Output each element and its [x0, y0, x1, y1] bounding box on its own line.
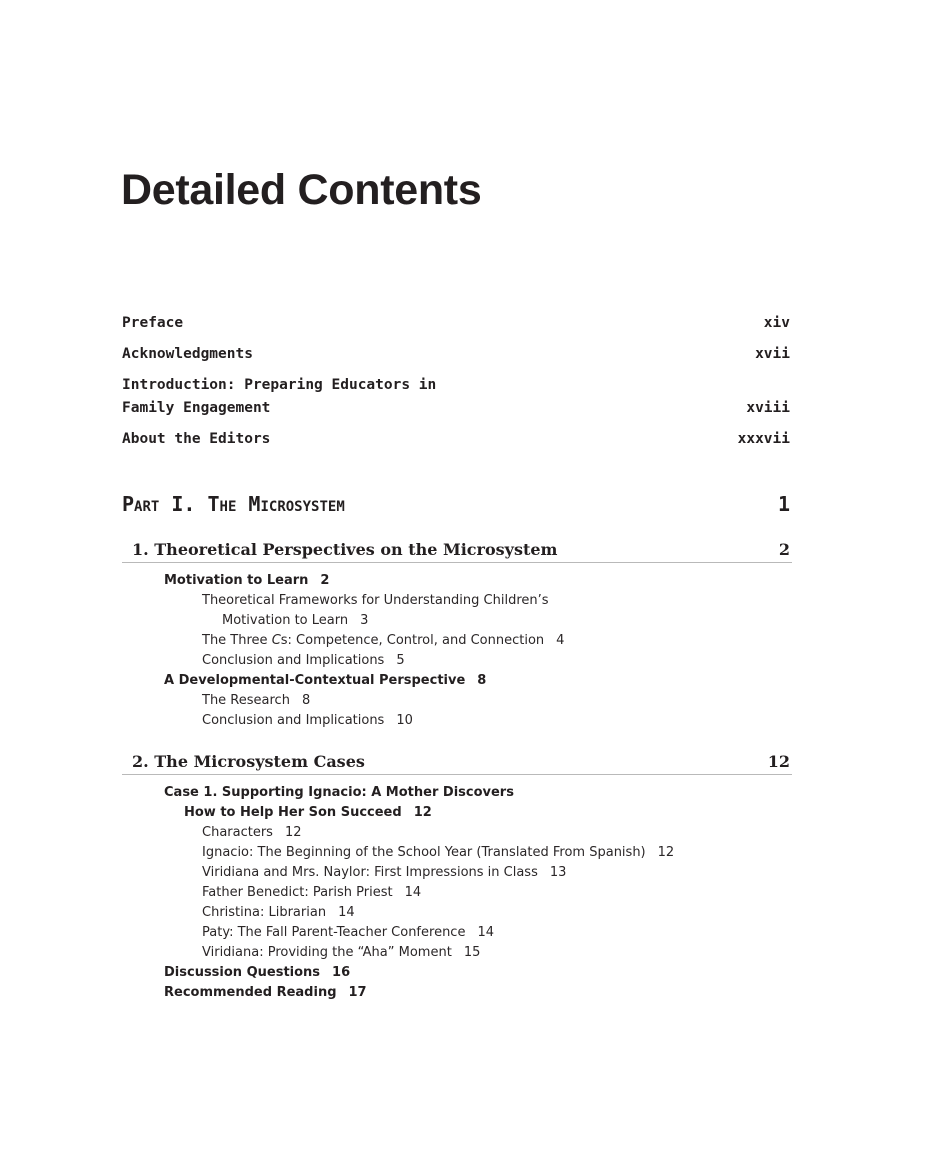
entry-label-line1: Introduction: Preparing Educators in [122, 377, 437, 393]
toc-entry-acknowledgments[interactable] [122, 343, 790, 366]
subsection-page: 14 [404, 885, 422, 900]
entry-label: About the Editors [122, 431, 271, 447]
toc-subsection[interactable] [202, 823, 302, 843]
toc-entry-introduction[interactable] [122, 374, 790, 420]
section-page: 17 [348, 985, 367, 1000]
chapter-page: 2 [778, 540, 790, 559]
section-label: How to Help Her Son Succeed [184, 805, 402, 820]
part-label: Part I. The Microsystem [122, 492, 345, 516]
toc-subsection[interactable] [202, 883, 421, 903]
subsection-label: Christina: Librarian [202, 905, 327, 920]
subsection-label-a: The Three [202, 633, 272, 648]
section-label: Discussion Questions [164, 965, 321, 980]
toc-subsection[interactable] [202, 943, 480, 963]
chapter-label: 1. Theoretical Perspectives on the Microsystem [132, 540, 558, 559]
section-label: A Developmental-Contextual Perspective [164, 673, 466, 688]
chapter-page: 12 [767, 752, 790, 771]
toc-section-continued[interactable] [184, 803, 432, 823]
toc-subsection-continued[interactable] [222, 611, 368, 631]
toc-subsection[interactable] [202, 711, 413, 731]
section-label: Recommended Reading [164, 985, 337, 1000]
toc-section[interactable] [164, 963, 350, 983]
toc-entry-preface[interactable] [122, 312, 790, 335]
toc-section[interactable] [164, 983, 367, 1003]
subsection-label: Conclusion and Implications [202, 713, 385, 728]
subsection-page: 12 [657, 845, 675, 860]
subsection-page: 5 [396, 653, 405, 668]
subsection-label: Father Benedict: Parish Priest [202, 885, 393, 900]
toc-part-heading[interactable] [122, 492, 790, 516]
subsection-label-b: s: Competence, Control, and Connection [280, 633, 545, 648]
section-page: 12 [413, 805, 432, 820]
toc-subsection[interactable] [202, 863, 566, 883]
subsection-label: Motivation to Learn [222, 613, 349, 628]
toc-section[interactable] [164, 783, 514, 803]
entry-label [122, 374, 436, 420]
toc-subsection[interactable] [202, 923, 494, 943]
entry-page: xvii [755, 346, 790, 362]
section-page: 2 [320, 573, 330, 588]
subsection-label-italic: C [271, 633, 281, 648]
toc-subsection[interactable] [202, 903, 355, 923]
section-page: 16 [332, 965, 351, 980]
subsection-label: The Research [202, 693, 290, 708]
toc-subsection[interactable] [202, 691, 310, 711]
subsection-label: Theoretical Frameworks for Understanding Children’s [202, 593, 549, 608]
subsection-label [202, 633, 544, 648]
entry-label: Preface [122, 315, 184, 331]
toc-subsection[interactable] [202, 843, 674, 863]
toc-section[interactable] [164, 671, 486, 691]
subsection-page: 15 [463, 945, 481, 960]
subsection-page: 4 [556, 633, 565, 648]
page-title: Detailed Contents [121, 166, 482, 214]
toc-subsection[interactable] [202, 591, 549, 611]
toc-chapter-2[interactable] [122, 752, 792, 775]
section-label: Case 1. Supporting Ignacio: A Mother Discovers [164, 785, 514, 800]
toc-subsection[interactable] [202, 651, 405, 671]
entry-page: xxxvii [737, 431, 790, 447]
subsection-label: Conclusion and Implications [202, 653, 385, 668]
subsection-label: Viridiana: Providing the “Aha” Moment [202, 945, 452, 960]
entry-label: Acknowledgments [122, 346, 253, 362]
subsection-label: Ignacio: The Beginning of the School Year (Translated From Spanish) [202, 845, 646, 860]
entry-page: xiv [763, 315, 790, 331]
subsection-label: Characters [202, 825, 273, 840]
subsection-page: 13 [549, 865, 567, 880]
entry-label-line2: Family Engagement [122, 400, 271, 416]
toc-subsection[interactable] [202, 631, 564, 651]
part-page: 1 [777, 492, 790, 516]
subsection-page: 3 [360, 613, 369, 628]
subsection-page: 12 [284, 825, 302, 840]
subsection-page: 14 [338, 905, 355, 920]
subsection-label: Paty: The Fall Parent-Teacher Conference [202, 925, 466, 940]
entry-page: xviii [746, 400, 790, 416]
toc-section[interactable] [164, 571, 329, 591]
subsection-page: 10 [396, 713, 413, 728]
section-page: 8 [477, 673, 487, 688]
toc-entry-about-editors[interactable] [122, 428, 790, 451]
subsection-label: Viridiana and Mrs. Naylor: First Impressions in Class [202, 865, 538, 880]
toc-chapter-1[interactable] [122, 540, 792, 563]
subsection-page: 14 [477, 925, 494, 940]
section-label: Motivation to Learn [164, 573, 309, 588]
chapter-label: 2. The Microsystem Cases [132, 752, 365, 771]
subsection-page: 8 [301, 693, 311, 708]
